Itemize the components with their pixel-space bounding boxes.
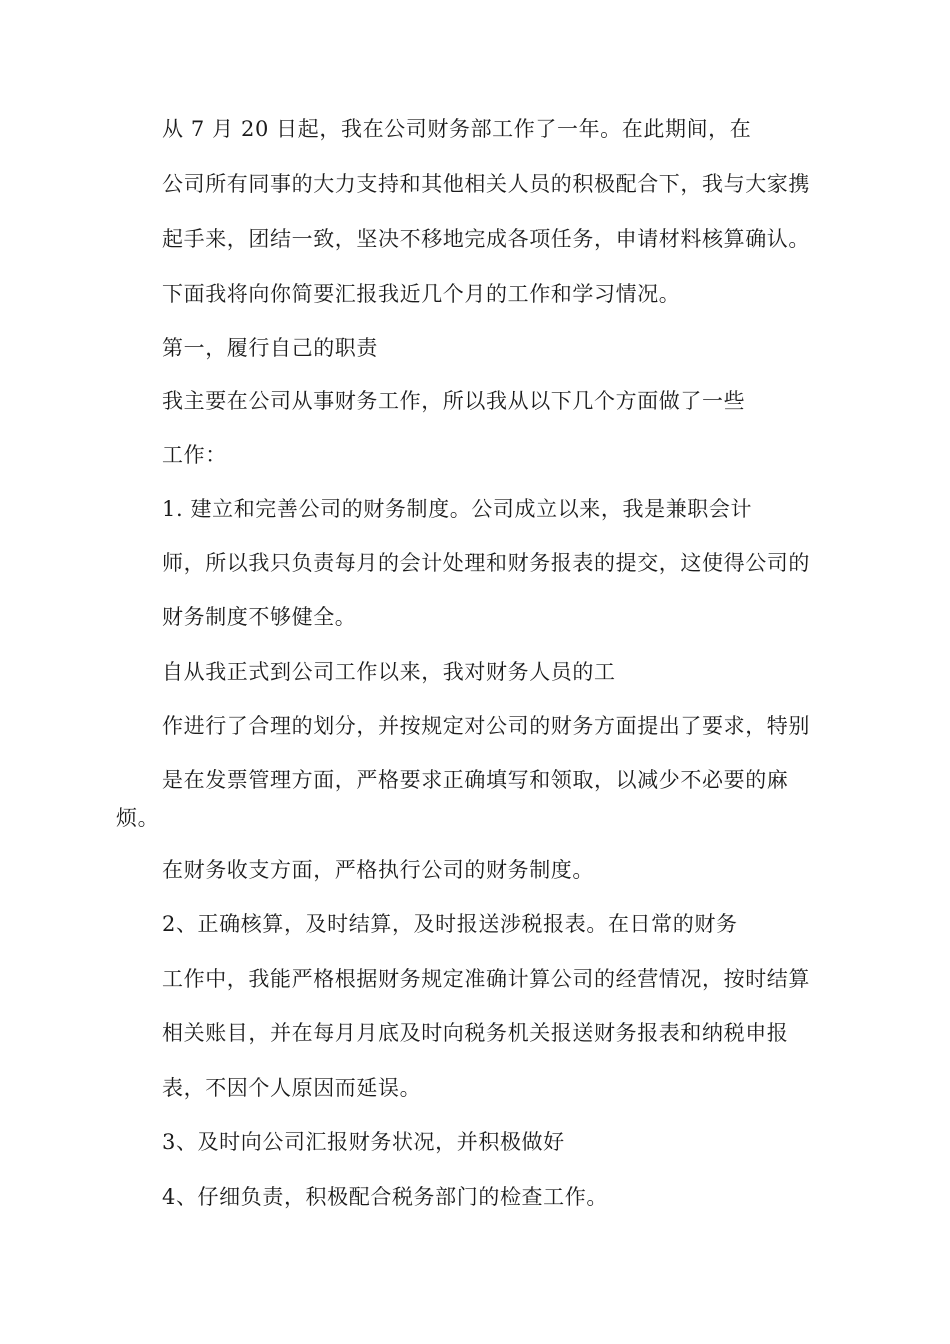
paragraph-line: 我主要在公司从事财务工作，所以我从以下几个方面做了一些: [162, 389, 746, 413]
paragraph-line: 师，所以我只负责每月的会计处理和财务报表的提交，这使得公司的: [162, 551, 810, 575]
paragraph-line: 是在发票管理方面，严格要求正确填写和领取，以减少不必要的麻: [162, 768, 789, 792]
list-item-line: 3、及时向公司汇报财务状况，并积极做好: [162, 1130, 565, 1154]
list-item-line: 4、仔细负责，积极配合税务部门的检查工作。: [162, 1185, 608, 1209]
paragraph-line: 财务制度不够健全。: [162, 605, 357, 629]
paragraph-line: 作进行了合理的划分，并按规定对公司的财务方面提出了要求，特别: [162, 714, 810, 738]
paragraph-line: 从 7 月 20 日起，我在公司财务部工作了一年。在此期间，在: [162, 117, 752, 141]
paragraph-line: 下面我将向你简要汇报我近几个月的工作和学习情况。: [162, 282, 681, 306]
list-item-line: 2、正确核算，及时结算，及时报送涉税报表。在日常的财务: [162, 912, 738, 936]
section-heading: 第一，履行自己的职责: [162, 336, 378, 360]
list-item-line: 1. 建立和完善公司的财务制度。公司成立以来，我是兼职会计: [162, 497, 753, 521]
paragraph-line: 表，不因个人原因而延误。: [162, 1076, 422, 1100]
paragraph-line: 起手来，团结一致，坚决不移地完成各项任务，申请材料核算确认。: [162, 227, 810, 251]
paragraph-line: 在财务收支方面，严格执行公司的财务制度。: [162, 858, 594, 882]
paragraph-line: 烦。: [116, 806, 160, 830]
paragraph-line: 自从我正式到公司工作以来，我对财务人员的工: [162, 660, 616, 684]
paragraph-line: 公司所有同事的大力支持和其他相关人员的积极配合下，我与大家携: [162, 172, 810, 196]
paragraph-line: 工作：: [162, 443, 227, 467]
paragraph-line: 相关账目，并在每月月底及时向税务机关报送财务报表和纳税申报: [162, 1021, 789, 1045]
paragraph-line: 工作中，我能严格根据财务规定准确计算公司的经营情况，按时结算: [162, 967, 810, 991]
